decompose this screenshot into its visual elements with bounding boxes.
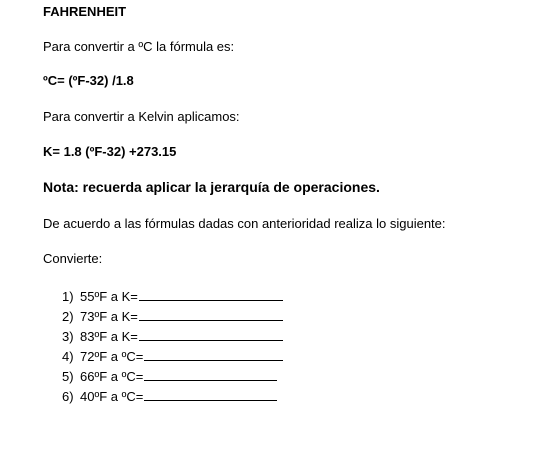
exercise-text: 66ºF a ºC=	[80, 369, 144, 384]
exercise-number: 5)	[62, 369, 74, 384]
answer-blank[interactable]	[144, 348, 283, 361]
exercise-number: 3)	[62, 329, 74, 344]
exercise-text: 40ºF a ºC=	[80, 389, 144, 404]
list-item	[62, 368, 283, 388]
answer-blank[interactable]	[139, 328, 283, 341]
celsius-formula: ºC= (ºF-32) /1.8	[43, 73, 134, 88]
convert-label: Convierte:	[43, 251, 103, 266]
exercise-text: 83ºF a K=	[80, 329, 138, 344]
answer-blank[interactable]	[144, 368, 277, 381]
exercise-list	[62, 288, 283, 408]
list-item	[62, 388, 283, 408]
exercise-text: 55ºF a K=	[80, 289, 138, 304]
note-text: Nota: recuerda aplicar la jerarquía de operaciones.	[43, 179, 380, 195]
instruction-text: De acuerdo a las fórmulas dadas con anterioridad realiza lo siguiente:	[43, 216, 446, 231]
exercise-number: 4)	[62, 349, 74, 364]
answer-blank[interactable]	[139, 288, 283, 301]
list-item	[62, 348, 283, 368]
exercise-text: 72ºF a ºC=	[80, 349, 144, 364]
exercise-number: 1)	[62, 289, 74, 304]
exercise-number: 2)	[62, 309, 74, 324]
exercise-text: 73ºF a K=	[80, 309, 138, 324]
page-title: FAHRENHEIT	[43, 4, 127, 19]
kelvin-intro-text: Para convertir a Kelvin aplicamos:	[43, 109, 240, 124]
answer-blank[interactable]	[144, 388, 277, 401]
answer-blank[interactable]	[139, 308, 283, 321]
list-item	[62, 328, 283, 348]
list-item	[62, 308, 283, 328]
celsius-intro-text: Para convertir a ºC la fórmula es:	[43, 39, 235, 54]
kelvin-formula: K= 1.8 (ºF-32) +273.15	[43, 144, 177, 159]
list-item	[62, 288, 283, 308]
exercise-number: 6)	[62, 389, 74, 404]
